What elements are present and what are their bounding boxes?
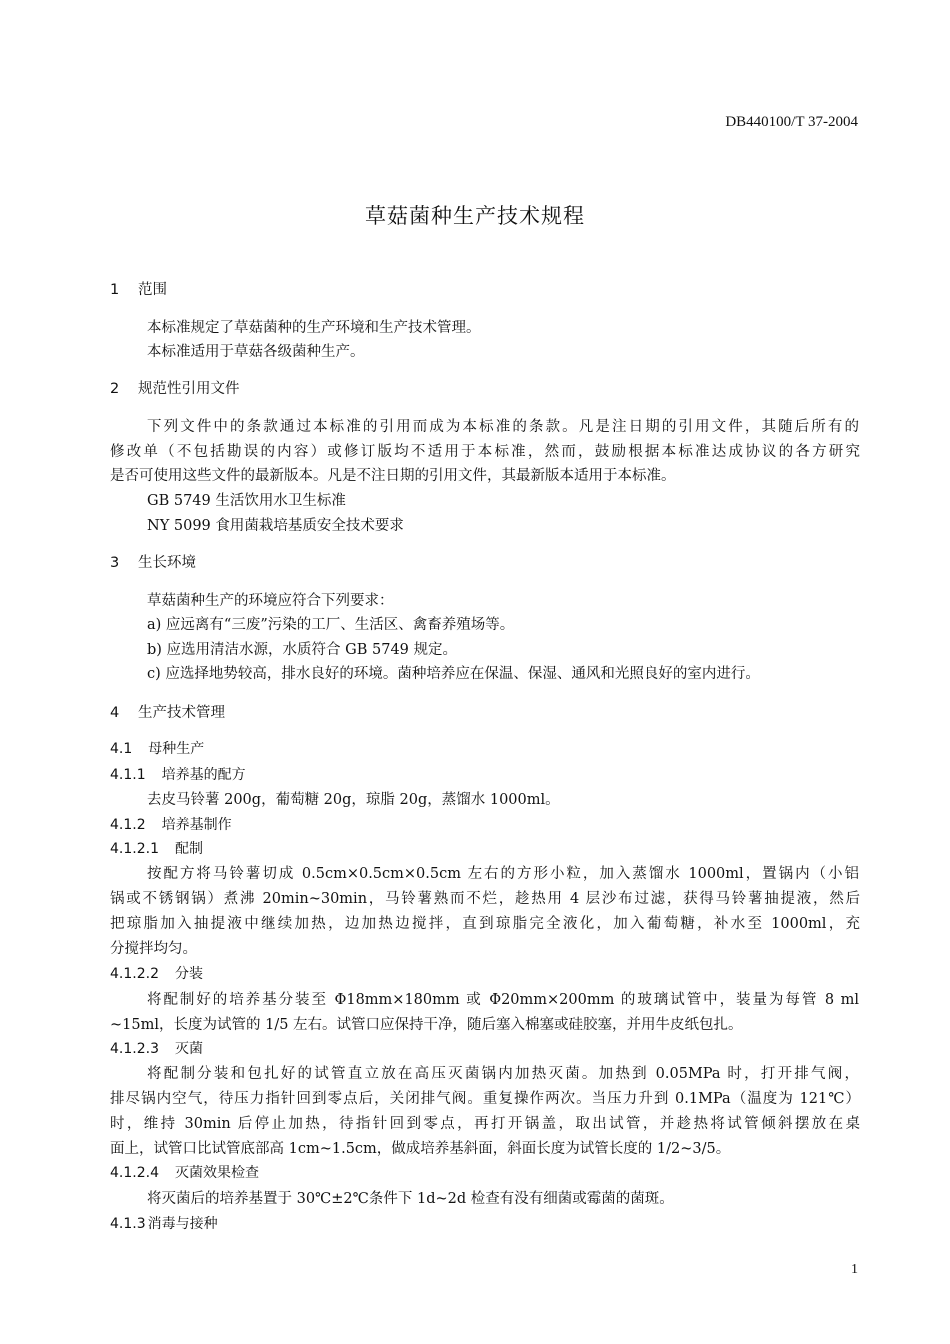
subsection-number: 4.1.3 — [110, 1216, 146, 1232]
document-title: 草菇菌种生产技术规程 — [365, 204, 585, 228]
section-3-heading — [110, 551, 196, 572]
subsection-title: 培养基制作 — [161, 817, 232, 833]
paragraph: 本标准规定了草菇菌种的生产环境和生产技术管理。 — [147, 320, 481, 336]
subsection-title: 消毒与接种 — [147, 1216, 218, 1232]
subsection-number: 4.1.2.1 — [110, 841, 159, 857]
paragraph: 去皮马铃薯 200g，葡萄糖 20g，琼脂 20g，蒸馏水 1000ml。 — [147, 792, 560, 808]
subsection-number: 4.1 — [110, 741, 133, 757]
list-item: b) 应选用清洁水源，水质符合 GB 5749 规定。 — [147, 642, 458, 658]
paragraph: 草菇菌种生产的环境应符合下列要求： — [147, 593, 394, 609]
page-number: 1 — [851, 1262, 858, 1277]
paragraph-line: 将配制分装和包扎好的试管直立放在高压灭菌锅内加热灭菌。加热到 0.05MPa 时，打开排气阀， — [147, 1066, 859, 1082]
subsection-title: 配制 — [174, 841, 203, 857]
subsection-4-1-2-2-heading — [110, 963, 203, 983]
subsection-4-1-2-3-heading — [110, 1038, 203, 1058]
section-number: 4 — [110, 705, 120, 721]
section-4-heading — [110, 701, 225, 722]
subsection-number: 4.1.1 — [110, 767, 146, 783]
subsection-title: 分装 — [174, 966, 203, 982]
list-item: a) 应远离有“三废”污染的工厂、生活区、禽畜养殖场等。 — [147, 617, 515, 633]
subsection-title: 灭菌 — [174, 1041, 203, 1057]
section-1-heading — [110, 278, 167, 299]
paragraph-line: 排尽锅内空气，待压力指针回到零点后，关闭排气阀。重复操作两次。当压力升到 0.1MPa（温度为 121℃） — [110, 1091, 860, 1107]
subsection-4-1-3-heading — [110, 1213, 218, 1233]
section-title: 范围 — [138, 282, 167, 298]
subsection-number: 4.1.2.2 — [110, 966, 159, 982]
section-number: 2 — [110, 381, 120, 397]
paragraph-line: ~15ml，长度为试管的 1/5 左右。试管口应保持干净，随后塞入棉塞或硅胶塞，并用牛皮纸包扎。 — [110, 1017, 743, 1033]
paragraph-line: 将配制好的培养基分装至 Φ18mm×180mm 或 Φ20mm×200mm 的玻璃试管中，装量为每管 8 ml — [147, 992, 859, 1008]
paragraph-line: 面上，试管口比试管底部高 1cm~1.5cm，做成培养基斜面，斜面长度为试管长度的 1/2~3/5。 — [110, 1141, 731, 1157]
paragraph: 将灭菌后的培养基置于 30℃±2℃条件下 1d~2d 检查有没有细菌或霉菌的菌斑。 — [147, 1191, 674, 1207]
paragraph-line: 按配方将马铃薯切成 0.5cm×0.5cm×0.5cm 左右的方形小粒，加入蒸馏水 1000ml，置锅内（小铝 — [147, 866, 859, 882]
section-number: 1 — [110, 282, 120, 298]
subsection-4-1-1-heading — [110, 764, 246, 784]
subsection-number: 4.1.2.4 — [110, 1165, 159, 1181]
section-title: 生产技术管理 — [138, 705, 225, 721]
reference-item: GB 5749 生活饮用水卫生标准 — [147, 493, 346, 509]
paragraph-line: 修改单（不包括勘误的内容）或修订版均不适用于本标准，然而，鼓励根据本标准达成协议的各方研究 — [110, 444, 860, 460]
subsection-title: 母种生产 — [148, 741, 205, 757]
section-number: 3 — [110, 555, 120, 571]
subsection-4-1-2-heading — [110, 814, 232, 834]
subsection-4-1-2-4-heading — [110, 1162, 259, 1182]
paragraph-line: 锅或不锈钢锅）煮沸 20min~30min，马铃薯熟而不烂，趁热用 4 层沙布过滤，获得马铃薯抽提液，然后 — [110, 891, 860, 907]
subsection-4-1-heading — [110, 738, 204, 758]
paragraph-line: 时，维持 30min 后停止加热，待指针回到零点，再打开锅盖，取出试管，并趁热将试管倾斜摆放在桌 — [110, 1116, 860, 1132]
document-code: DB440100/T 37-2004 — [725, 114, 858, 130]
paragraph-line: 把琼脂加入抽提液中继续加热，边加热边搅拌，直到琼脂完全液化，加入葡萄糖，补水至 1000ml，充 — [110, 916, 860, 932]
section-2-heading — [110, 377, 240, 398]
subsection-number: 4.1.2.3 — [110, 1041, 159, 1057]
list-item: c) 应选择地势较高，排水良好的环境。菌种培养应在保温、保湿、通风和光照良好的室内进行。 — [147, 666, 760, 682]
paragraph: 本标准适用于草菇各级菌种生产。 — [147, 344, 365, 360]
section-title: 生长环境 — [138, 555, 196, 571]
subsection-number: 4.1.2 — [110, 817, 146, 833]
paragraph-line: 下列文件中的条款通过本标准的引用而成为本标准的条款。凡是注日期的引用文件，其随后所有的 — [147, 419, 859, 435]
paragraph-line: 分搅拌均匀。 — [110, 941, 197, 957]
subsection-title: 培养基的配方 — [161, 767, 246, 783]
subsection-title: 灭菌效果检查 — [174, 1165, 259, 1181]
subsection-4-1-2-1-heading — [110, 838, 203, 858]
section-title: 规范性引用文件 — [138, 381, 240, 397]
paragraph-line: 是否可使用这些文件的最新版本。凡是不注日期的引用文件，其最新版本适用于本标准。 — [110, 468, 676, 484]
reference-item: NY 5099 食用菌栽培基质安全技术要求 — [147, 518, 404, 534]
